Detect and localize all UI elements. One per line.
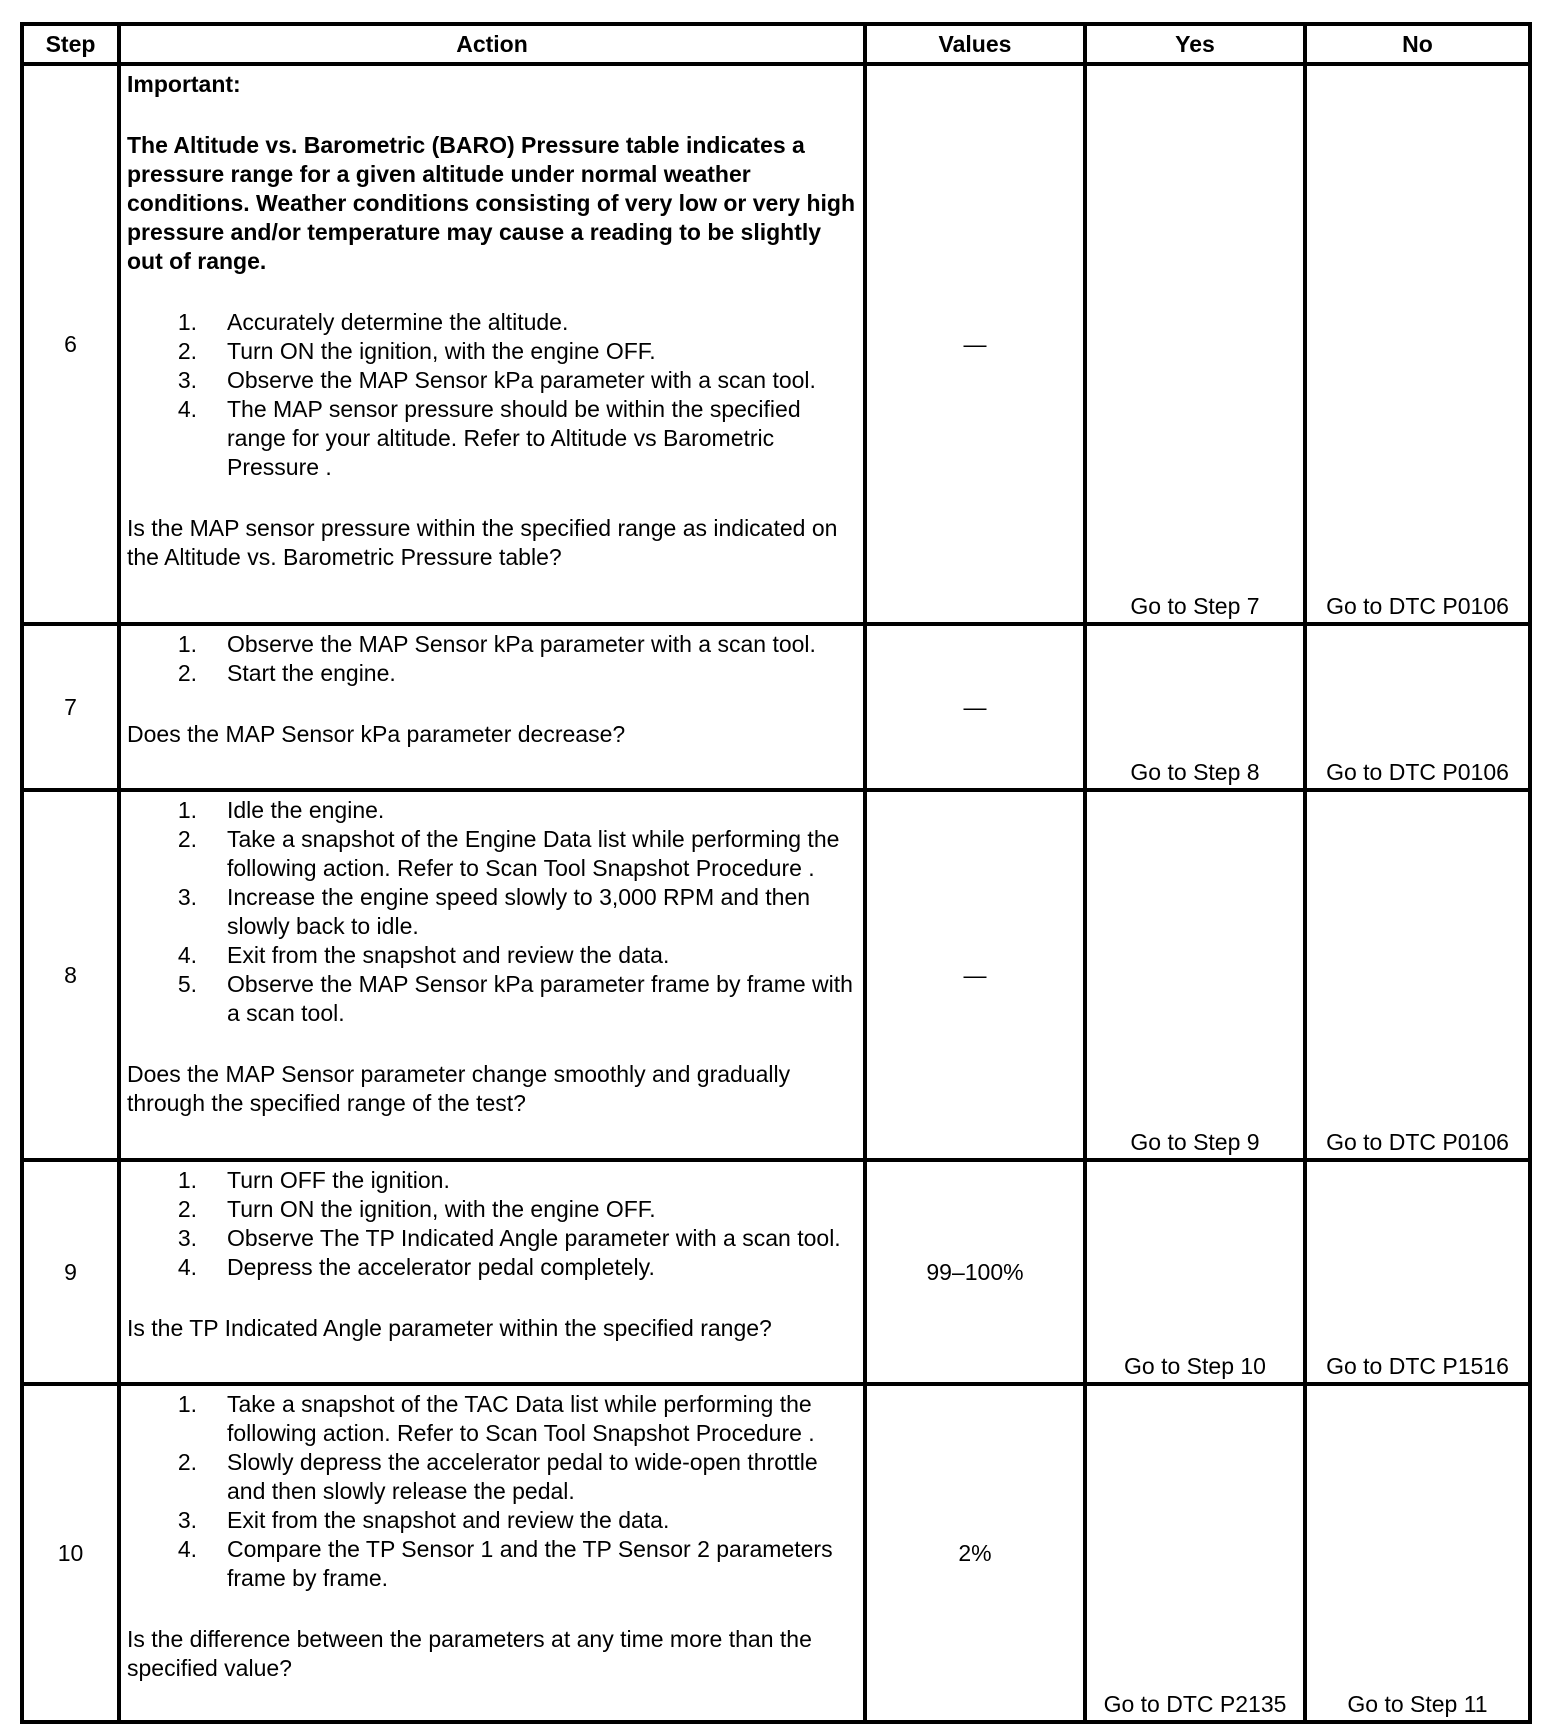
no-cell: Go to DTC P0106 [1305, 64, 1530, 624]
item-number: 2. [177, 338, 197, 364]
list-item [127, 796, 857, 825]
question-text: Does the MAP Sensor parameter change smoothly and gradually through the specified range of the test? [127, 1061, 791, 1116]
list-item [127, 337, 857, 366]
table-row [22, 1160, 1530, 1384]
action-cell [119, 64, 865, 624]
table-row [22, 1384, 1530, 1722]
values-cell: — [865, 790, 1085, 1160]
action-cell [119, 1384, 865, 1722]
item-number: 4. [177, 1536, 197, 1562]
yes-cell: Go to Step 8 [1085, 624, 1305, 790]
values-cell: 2% [865, 1384, 1085, 1722]
step-list [127, 308, 857, 482]
values-cell: — [865, 64, 1085, 624]
item-number: 1. [177, 1167, 197, 1193]
list-item [127, 1390, 857, 1448]
item-number: 1. [177, 797, 197, 823]
list-item [127, 1506, 857, 1535]
no-cell: Go to Step 11 [1305, 1384, 1530, 1722]
item-text: Start the engine. [227, 660, 396, 686]
important-label: Important: [127, 71, 241, 97]
item-number: 4. [177, 942, 197, 968]
item-number: 5. [177, 971, 197, 997]
list-item [127, 1224, 857, 1253]
step-list [127, 630, 857, 688]
list-item [127, 970, 857, 1028]
item-text: Compare the TP Sensor 1 and the TP Sensor 2 parameters frame by frame. [227, 1536, 833, 1591]
diagnostic-table [20, 22, 1532, 1724]
values-cell: — [865, 624, 1085, 790]
yes-cell: Go to Step 10 [1085, 1160, 1305, 1384]
action-cell [119, 1160, 865, 1384]
list-item [127, 630, 857, 659]
step-list [127, 1166, 857, 1282]
values-cell: 99–100% [865, 1160, 1085, 1384]
header-row [22, 24, 1530, 64]
action-cell [119, 790, 865, 1160]
list-item [127, 1535, 857, 1593]
item-text: Exit from the snapshot and review the data. [227, 942, 670, 968]
item-number: 1. [177, 1391, 197, 1417]
table-row [22, 624, 1530, 790]
list-item [127, 1448, 857, 1506]
item-number: 4. [177, 396, 197, 422]
list-item [127, 659, 857, 688]
item-text: Observe the MAP Sensor kPa parameter with a scan tool. [227, 367, 816, 393]
item-number: 2. [177, 1196, 197, 1222]
important-text: The Altitude vs. Barometric (BARO) Pressure table indicates a pressure range for a given altitude under normal weather conditions. Weather conditions consisting of very low or very high pressure and/or temperature may cause a reading to be slightly out of range. [127, 132, 856, 274]
header-values: Values [865, 24, 1085, 64]
table-row [22, 790, 1530, 1160]
item-text: Idle the engine. [227, 797, 385, 823]
item-number: 2. [177, 826, 197, 852]
item-number: 3. [177, 884, 197, 910]
item-text: Observe the MAP Sensor kPa parameter with a scan tool. [227, 631, 816, 657]
yes-cell: Go to Step 9 [1085, 790, 1305, 1160]
item-text: Turn OFF the ignition. [227, 1167, 450, 1193]
no-cell: Go to DTC P0106 [1305, 790, 1530, 1160]
step-number: 8 [22, 790, 119, 1160]
item-text: Take a snapshot of the Engine Data list while performing the following action. Refer to Scan Tool Snapshot Procedure . [227, 826, 840, 881]
item-number: 2. [177, 1449, 197, 1475]
list-item [127, 883, 857, 941]
yes-cell: Go to DTC P2135 [1085, 1384, 1305, 1722]
item-text: Take a snapshot of the TAC Data list while performing the following action. Refer to Scan Tool Snapshot Procedure . [227, 1391, 815, 1446]
item-text: The MAP sensor pressure should be within the specified range for your altitude. Refer to Altitude vs Barometric Pressure . [227, 396, 801, 480]
list-item [127, 941, 857, 970]
step-number: 7 [22, 624, 119, 790]
item-text: Depress the accelerator pedal completely. [227, 1254, 655, 1280]
list-item [127, 395, 857, 482]
no-cell: Go to DTC P1516 [1305, 1160, 1530, 1384]
item-number: 3. [177, 1507, 197, 1533]
step-number: 6 [22, 64, 119, 624]
item-text: Accurately determine the altitude. [227, 309, 569, 335]
no-cell: Go to DTC P0106 [1305, 624, 1530, 790]
item-number: 1. [177, 309, 197, 335]
item-number: 1. [177, 631, 197, 657]
list-item [127, 825, 857, 883]
item-number: 3. [177, 1225, 197, 1251]
item-number: 3. [177, 367, 197, 393]
item-text: Turn ON the ignition, with the engine OFF. [227, 1196, 656, 1222]
question-text: Is the difference between the parameters at any time more than the specified value? [127, 1626, 812, 1681]
item-text: Observe the MAP Sensor kPa parameter frame by frame with a scan tool. [227, 971, 853, 1026]
header-no: No [1305, 24, 1530, 64]
item-number: 4. [177, 1254, 197, 1280]
item-number: 2. [177, 660, 197, 686]
step-number: 9 [22, 1160, 119, 1384]
step-list [127, 1390, 857, 1593]
action-cell [119, 624, 865, 790]
item-text: Exit from the snapshot and review the data. [227, 1507, 670, 1533]
header-yes: Yes [1085, 24, 1305, 64]
list-item [127, 308, 857, 337]
yes-cell: Go to Step 7 [1085, 64, 1305, 624]
step-number: 10 [22, 1384, 119, 1722]
list-item [127, 1195, 857, 1224]
header-step: Step [22, 24, 119, 64]
list-item [127, 1166, 857, 1195]
header-action: Action [119, 24, 865, 64]
item-text: Slowly depress the accelerator pedal to wide-open throttle and then slowly release the pedal. [227, 1449, 818, 1504]
step-list [127, 796, 857, 1028]
table-row [22, 64, 1530, 624]
question-text: Does the MAP Sensor kPa parameter decrease? [127, 721, 626, 747]
question-text: Is the MAP sensor pressure within the specified range as indicated on the Altitude vs. Barometric Pressure table? [127, 515, 838, 570]
list-item [127, 366, 857, 395]
item-text: Observe The TP Indicated Angle parameter with a scan tool. [227, 1225, 841, 1251]
list-item [127, 1253, 857, 1282]
item-text: Increase the engine speed slowly to 3,000 RPM and then slowly back to idle. [227, 884, 811, 939]
question-text: Is the TP Indicated Angle parameter within the specified range? [127, 1315, 772, 1341]
item-text: Turn ON the ignition, with the engine OFF. [227, 338, 656, 364]
